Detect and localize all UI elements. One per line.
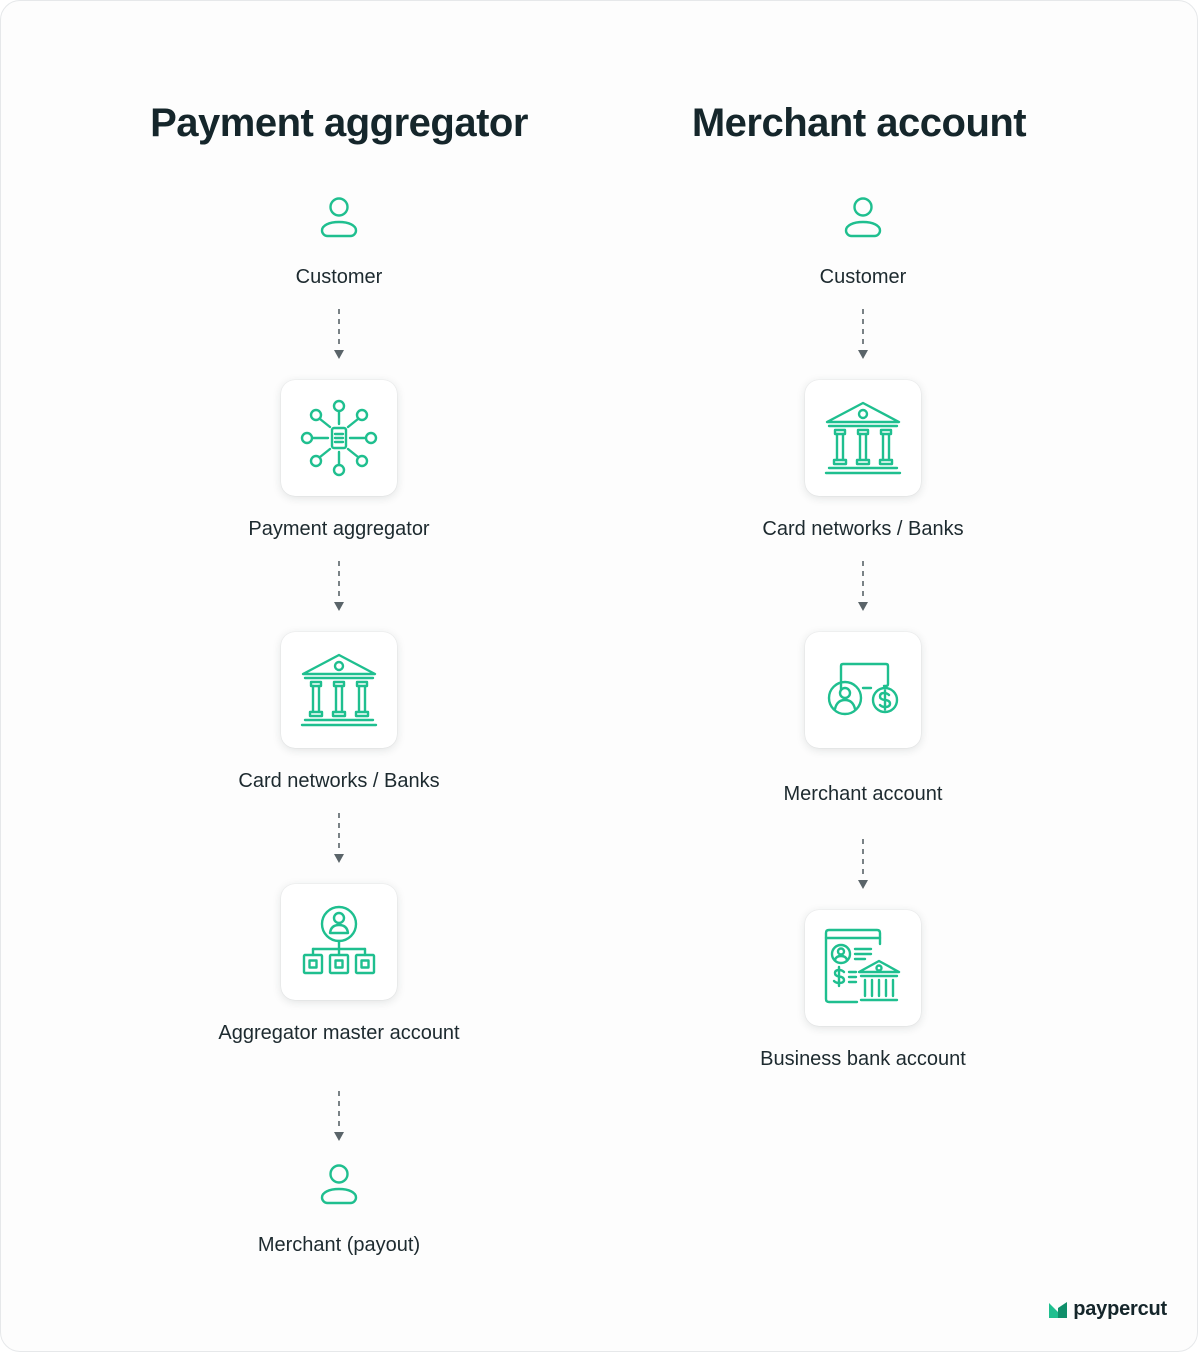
bank-icon	[299, 650, 379, 730]
column-title-left: Payment aggregator	[150, 101, 528, 145]
step-label-business-bank-account: Business bank account	[760, 1048, 966, 1070]
brand-logo	[1048, 1298, 1167, 1321]
paypercut-logo-icon	[1048, 1301, 1068, 1319]
card-card-networks-banks-right	[805, 380, 921, 496]
step-label-card-networks-banks: Card networks / Banks	[238, 770, 440, 792]
column-title-right: Merchant account	[691, 101, 1027, 145]
arrow-down-icon	[332, 813, 346, 865]
person-icon	[839, 195, 887, 243]
org-chart-icon	[299, 902, 379, 982]
arrow-down-icon	[856, 309, 870, 361]
arrow-down-icon	[332, 1091, 346, 1143]
person-icon	[315, 1162, 363, 1210]
arrow-down-icon	[856, 561, 870, 613]
step-label-customer: Customer	[295, 266, 383, 288]
card-business-bank-account	[805, 910, 921, 1026]
card-payment-aggregator	[281, 380, 397, 496]
step-label-payment-aggregator: Payment aggregator	[248, 518, 430, 540]
card-merchant-account	[805, 632, 921, 748]
step-label-merchant-payout: Merchant (payout)	[257, 1234, 421, 1256]
arrow-down-icon	[332, 309, 346, 361]
brand-name: paypercut	[1073, 1298, 1167, 1320]
step-label-merchant-account: Merchant account	[783, 783, 943, 805]
step-label-customer-right: Customer	[819, 266, 907, 288]
network-hub-icon	[299, 398, 379, 478]
bank-icon	[823, 398, 903, 478]
arrow-down-icon	[332, 561, 346, 613]
card-aggregator-master-account	[281, 884, 397, 1000]
step-label-card-networks-banks-right: Card networks / Banks	[762, 518, 964, 540]
step-label-aggregator-master-account: Aggregator master account	[218, 1022, 460, 1044]
person-icon	[315, 195, 363, 243]
business-bank-account-icon	[823, 928, 903, 1008]
arrow-down-icon	[856, 839, 870, 891]
card-card-networks-banks	[281, 632, 397, 748]
merchant-account-icon	[823, 650, 903, 730]
